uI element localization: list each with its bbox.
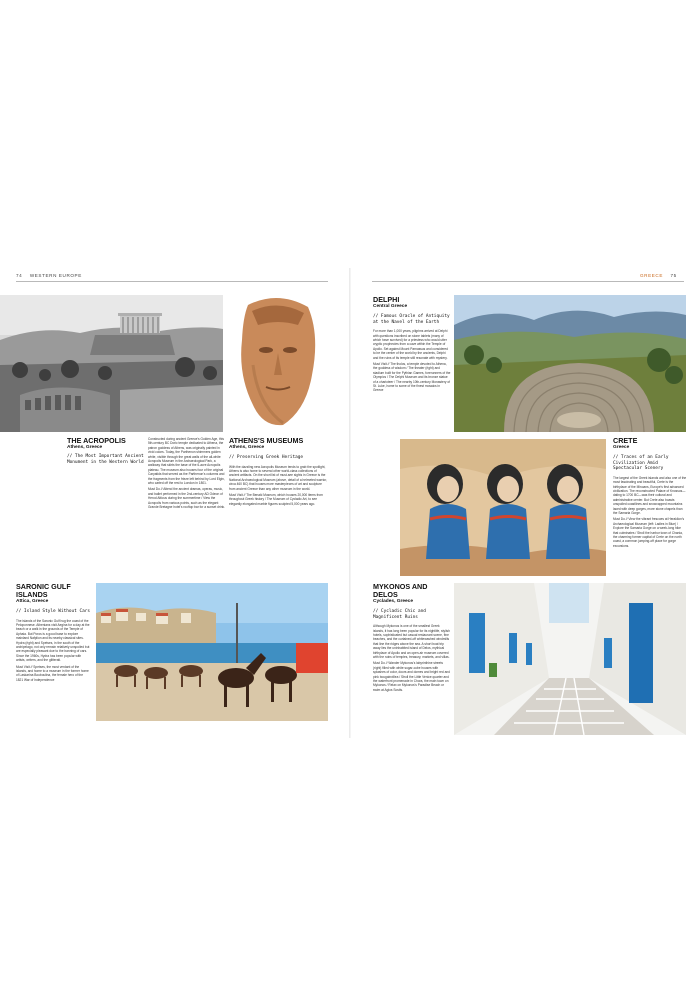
mykonos-location: Cyclades, Greece (373, 599, 414, 604)
delphi-entry (373, 296, 451, 393)
museums-entry (229, 437, 329, 506)
crete-location: Greece (613, 445, 630, 450)
right-page-number: 75 (670, 273, 677, 278)
acropolis-title: THE ACROPOLIS (67, 436, 126, 445)
right-page-header (640, 273, 677, 278)
acropolis-entry (67, 437, 145, 465)
mykonos-must-do: Must Do // Wander Mykonos's labyrinthine streets (right) filled with white sugar-cube houses with splashes of color, doors and domes and bright red and pink bougainvillea / Stroll the Little Venice quarter and the waterfront promenade in Chora, the main town on Mykonos / Relax on Mykonos's Paradise Beach or swim at Agios Sostis. (373, 661, 450, 692)
mykonos-entry (373, 583, 451, 692)
acropolis-tagline: // The Most Important Ancient Monument in the Western World (67, 454, 144, 465)
crete-must-do: Must Do // View the vibrant frescoes at Heraklion's Archaeological Museum (left: Ladies in Blue) / Explore the Samaria Gorge on a week-long hike that culminates / Stroll the harbor town of Chania, the charming former capital of Crete on the north coast, a common jumping-off place for gorge excursions. (613, 517, 685, 548)
museums-body: With the dazzling new Acropolis Museum tends to grab the spotlight, Athens is also home to several other world-class collections of ancient artifacts. On the short list of must-see sights in Greece is the National Archaeological Museum (above, detail of a helmeted warrior, circa 460 BC) that houses more masterpieces of art and sculpture from ancient Greece than any other museum in the world. (229, 464, 327, 491)
left-page-header (16, 273, 82, 278)
acropolis-body-column (148, 437, 226, 510)
delphi-location: Central Greece (373, 304, 408, 309)
page-fold (349, 268, 351, 738)
saronic-must-visit: Must Visit // Spetses, the most verdant of the islands, and home to a museum in the former home of Laskarina Bouboulina, the female hero of the 1821 War of Independence (16, 664, 89, 682)
mykonos-title: MYKONOS AND DELOS (373, 582, 428, 599)
saronic-body: The islands of the Saronic Gulf hug the coast of the Peloponnese. Athenians visit Aegina for a day at the beach or a walk in the grounds of the Temple of Aphaia. But Poros is a good base to explore mainland Nafplion and its nearby classical sites. Hydra (right) and Spetses, in the south of the archipelago, not only remain relatively unspoiled but are especially pleasant due to the banning of cars. Since the 1960s, Hydra has been popular with artists, writers, and the glitterati. (16, 618, 90, 663)
crete-tagline: // Traces of an Early Civilization Amid Spectacular Scenery (613, 455, 669, 472)
left-header-rule (16, 281, 328, 282)
delphi-tagline: // Famous Oracle of Antiquity at the Navel of the Earth (373, 314, 450, 325)
crete-entry (613, 437, 687, 548)
left-page-number: 74 (16, 273, 23, 278)
mykonos-tagline: // Cycladic Chic and Magnificent Ruins (373, 609, 426, 620)
left-section-label: WESTERN EUROPE (29, 273, 82, 278)
saronic-title: SARONIC GULF ISLANDS (16, 582, 71, 599)
museums-location: Athens, Greece (229, 445, 265, 450)
delphi-title: DELPHI (373, 295, 400, 304)
mykonos-body: Although Mykonos is one of the smallest Greek islands, it has long been popular for its nightlife, stylish hotels, sophisticated but casual restaurant scene, fine beaches, and the curtained-off whitewashed windmills that line the ridges above the sea. A short boat trip away lies the uninhabited island of Delos, mythical birthplace of Apollo and an open-air museum covered with the ruins of temples, treasury, markets, and villas. (373, 624, 450, 660)
saronic-entry (16, 583, 90, 682)
right-header-rule (372, 281, 684, 282)
delphi-photo (454, 295, 686, 432)
museums-must-visit: Must Visit // The Benaki Museum, which houses 20,000 items from throughout Greek history / The Museum of Cycladic Art, to see elegantly elongated marble figures sculpted 5,000 years ago. (229, 493, 323, 506)
crete-body: The largest of the Greek islands and also one of the most fascinating and beautiful, Crete is the birthplace of the Minoans, Europe's first advanced civilization. The reconstructed Palace of Knossos—dating to 1700 BC—was their cultural and administrative center. But Crete also boasts unspoiled coastlines and snowcapped mountains laced with deep gorges, more stone chapels than the Samaria Gorge. (613, 475, 687, 516)
acropolis-must-do: Must Do // Attend the ancient dramas, operas, music, and ballet performed in the 2nd-century AD Odeon of Herod Atticus during the summertime / View the Acropolis from various points, such as the elegant Grande Bretagne hotel's rooftop bar for a sunset drink. (148, 487, 225, 510)
saronic-location: Attica, Greece (16, 599, 49, 604)
acropolis-location: Athens, Greece (67, 445, 103, 450)
mykonos-photo (454, 583, 686, 735)
fresco-photo (400, 439, 606, 576)
acropolis-photo (0, 295, 223, 432)
warrior-photo (228, 295, 328, 432)
acropolis-body: Constructed during ancient Greece's Golden Age, this 5th-century BC Doric temple dedicated to Athena, the patron goddess of Athens, was originally painted in vivid colors. Today, the Parthenon shimmers golden white, visible through the great walls of the all-white Acropolis Museum in the Archaeological Park, a walkway that skirts the base of the 6-acre Acropolis plateau. The museum also houses four of the original Caryatids that served as the Parthenon's columns and the fragments from the frieze left behind by Lord Elgin, who carted off the rest to London in 1801. (148, 437, 225, 486)
museums-title: ATHENS'S MUSEUMS (229, 436, 304, 445)
crete-title: CRETE (613, 436, 638, 445)
delphi-body: For more than 1,000 years, pilgrims arrived at Delphi with questions inscribed on stone tablets (many of which have survived) for a priestess who would utter cryptic prophecies from a cave within the Temple of Apollo. Set against Mount Parnassus and considered to be the center of the world by the ancients, Delphi and the ruins of its temple still resonate with mystery. (373, 329, 448, 360)
hydra-photo (96, 583, 328, 721)
museums-tagline: // Preserving Greek Heritage (229, 455, 304, 460)
delphi-must-visit: Must Visit // The tholos, a temple devoted to Athena, the goddess of wisdom / The theater (right) and stadium built for the Pythian Games, forerunners of the Olympics / The Delphi Museum and its bronze statue of a charioteer / The nearby 10th-century Monastery of St. Luke, home to some of the finest mosaics in Greece (373, 362, 451, 393)
right-section-label: GREECE (640, 273, 664, 278)
saronic-tagline: // Island Style Without Cars (16, 609, 91, 614)
